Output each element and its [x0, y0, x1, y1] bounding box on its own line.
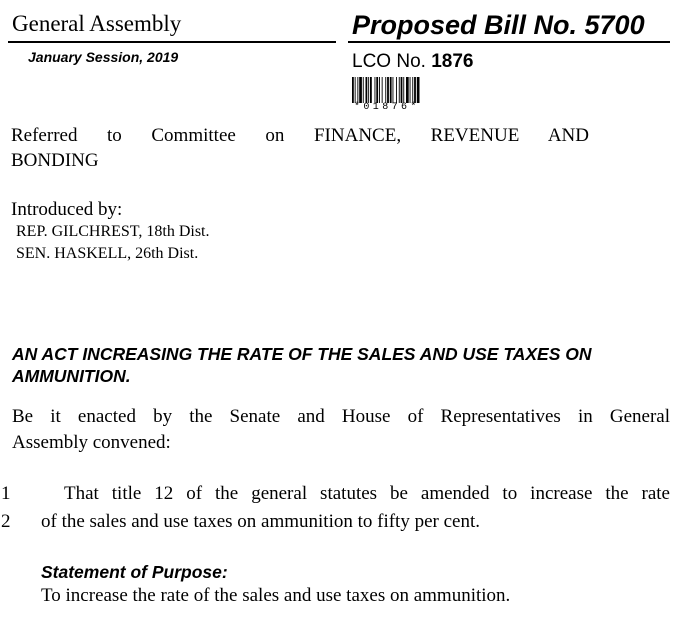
header-rule-right — [348, 41, 670, 43]
barcode-image — [352, 77, 444, 103]
line-number: 2 — [1, 511, 11, 532]
statement-of-purpose-heading: Statement of Purpose: — [41, 562, 228, 582]
barcode-caption: *01876* — [354, 102, 420, 113]
enacting-clause-line-2: Assembly convened: — [12, 432, 171, 453]
lco-label: LCO No. — [352, 51, 426, 72]
session-label: January Session, 2019 — [28, 49, 179, 65]
referral-line-1: Referred to Committee on FINANCE, REVENUE AND — [11, 125, 589, 146]
committee-referral — [11, 123, 589, 173]
line-number: 1 — [1, 483, 11, 504]
header-rule-left — [8, 41, 336, 43]
general-assembly-label: General Assembly — [12, 11, 182, 36]
bill-text-line: of the sales and use taxes on ammunition to fifty per cent. — [41, 511, 480, 532]
sponsor-item: SEN. HASKELL, 26th Dist. — [16, 245, 199, 262]
introduced-by-label: Introduced by: — [11, 199, 123, 220]
lco-number — [352, 51, 473, 73]
referral-line-2: BONDING — [11, 150, 99, 171]
sponsor-item: REP. GILCHREST, 18th Dist. — [16, 223, 210, 240]
act-title: AN ACT INCREASING THE RATE OF THE SALES AND USE TAXES ON AMMUNITION. — [12, 344, 592, 386]
bill-text-line: That title 12 of the general statutes be amended to increase the rate — [64, 483, 670, 504]
lco-value: 1876 — [431, 51, 474, 72]
bill-title: Proposed Bill No. 5700 — [352, 10, 645, 40]
enacting-clause-line-1: Be it enacted by the Senate and House of Representatives in General — [12, 406, 670, 427]
statement-of-purpose-text: To increase the rate of the sales and use taxes on ammunition. — [41, 585, 511, 606]
